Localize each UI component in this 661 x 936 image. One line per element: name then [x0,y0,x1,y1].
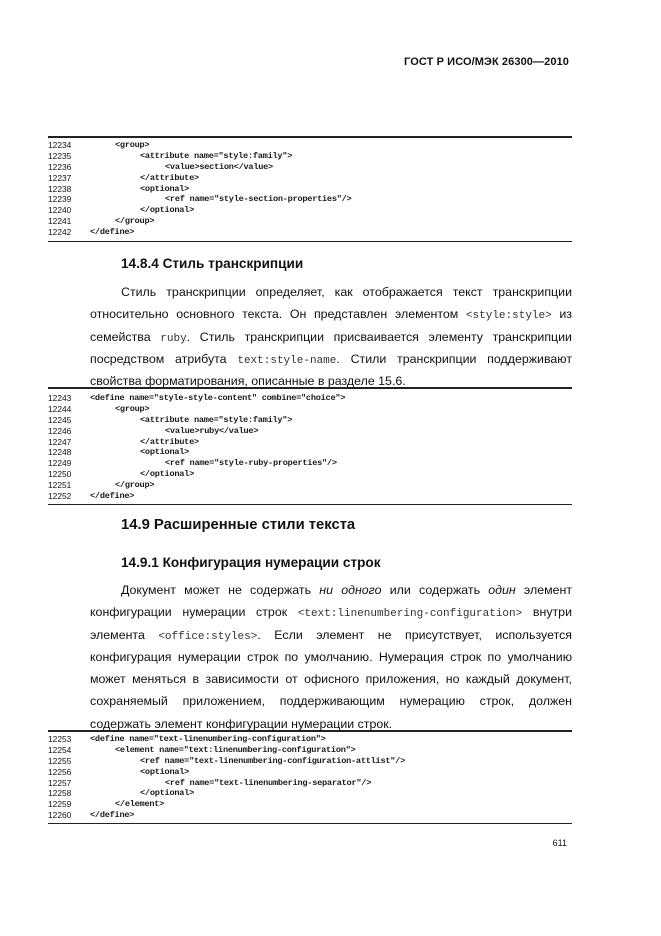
line-number: 12237 [48,172,72,183]
paragraph-line: элемента <office:styles>. Если элемент не присутствует, используется [90,627,573,643]
paragraph-line: посредством атрибута text:style-name. Стили транскрипции поддерживают [90,351,572,367]
code-line [48,162,572,173]
code-line [48,437,572,448]
code-text: </define> [90,491,135,502]
line-number: 12244 [48,403,72,414]
code-line [48,447,572,458]
code-line [48,194,572,205]
code-text: <value>ruby</value> [165,425,259,436]
code-text: <optional> [140,183,190,194]
code-line [48,140,572,151]
code-line [48,778,572,789]
code-text: </element> [115,799,165,810]
page-header-title: ГОСТ Р ИСО/МЭК 26300—2010 [404,56,569,68]
code-line [48,810,572,821]
code-text: <attribute name="style:family"> [140,150,293,161]
line-number: 12255 [48,755,72,766]
code-block-1 [48,136,572,242]
paragraph-line: Документ может не содержать ни одного или содержать один элемент [121,583,573,597]
paragraph-line: сохраняемый приложением, поддерживающим нумерацию строк, должен [90,694,572,709]
code-line [48,734,572,745]
code-text: <group> [115,403,150,414]
code-text: <ref name="text-linenumbering-configuration-attlist"/> [140,755,405,766]
line-number: 12257 [48,777,72,788]
line-number: 12246 [48,425,72,436]
line-number: 12258 [48,788,72,799]
code-text: </attribute> [140,172,199,183]
line-number: 12254 [48,744,72,755]
code-text: <element name="text:linenumbering-configuration"> [115,744,356,755]
code-line [48,458,572,469]
line-number: 12249 [48,458,72,469]
line-number: 12236 [48,161,72,172]
line-number: 12251 [48,480,72,491]
code-line [48,756,572,767]
paragraph-line: конфигурации нумерации строк <text:linenumbering-configuration> внутри [90,605,572,621]
code-line [48,205,572,216]
code-text: </define> [90,810,135,821]
line-number: 12242 [48,227,72,238]
code-line [48,799,572,810]
section-heading-14-9: 14.9 Расширенные стили текста [121,517,356,533]
code-line [48,491,572,502]
code-text: </optional> [140,205,194,216]
code-ref-office-styles: <office:styles> [158,630,258,643]
paragraph-linenumbering [90,579,572,735]
paragraph-line: содержать элемент конфигурации нумерации строк. [90,716,393,731]
paragraph-line: относительно основного текста. Он представлен элементом <style:style> из [90,307,572,323]
code-text: </optional> [140,469,194,480]
line-number: 12260 [48,810,72,821]
code-line [48,404,572,415]
line-number: 12240 [48,205,72,216]
paragraph-line: может меняться в зависимости от офисного приложения, но каждый документ, [90,672,572,687]
code-line [48,745,572,756]
code-text: <optional> [140,447,190,458]
code-line [48,393,572,404]
code-block-3 [48,730,572,824]
line-number: 12259 [48,799,72,810]
code-text: <ref name="style-section-properties"/> [165,194,352,205]
line-number: 12234 [48,140,72,150]
line-number: 12252 [48,491,72,502]
code-line [48,480,572,491]
paragraph-line: конфигурация нумерации строк по умолчанию. Нумерация строк по умолчанию [90,649,572,664]
code-ref-style-style: <style:style> [465,310,552,323]
code-text: </group> [115,480,155,491]
code-line [48,184,572,195]
code-line [48,426,572,437]
code-ref-linenumbering-configuration: <text:linenumbering-configuration> [297,608,523,621]
code-text: </define> [90,227,135,238]
paragraph-line: свойства форматирования, описанные в разделе 15.6. [90,374,406,389]
code-line [48,469,572,480]
code-line [48,788,572,799]
code-line [48,415,572,426]
line-number: 12235 [48,150,72,161]
code-line [48,216,572,227]
code-text: <optional> [140,766,190,777]
line-number: 12245 [48,414,72,425]
code-text: <ref name="text-linenumbering-separator"/> [165,777,372,788]
code-text: </optional> [140,788,194,799]
line-number: 12256 [48,766,72,777]
code-line [48,767,572,778]
page-number: 611 [552,838,567,848]
code-text: </attribute> [140,436,199,447]
paragraph-line: Стиль транскрипции определяет, как отображается текст транскрипции [121,285,572,299]
line-number: 12247 [48,436,72,447]
line-number: 12241 [48,216,72,227]
code-text: <define name="text-linenumbering-configuration"> [90,734,326,744]
section-heading-14-9-1: 14.9.1 Конфигурация нумерации строк [121,555,381,570]
code-text: <ref name="style-ruby-properties"/> [165,458,337,469]
paragraph-line: семейства ruby. Стиль транскрипции присваивается элементу транскрипции [90,329,572,345]
section-heading-14-8-4: 14.8.4 Стиль транскрипции [121,256,304,271]
code-block-2 [48,387,572,505]
line-number: 12243 [48,393,72,403]
code-line [48,173,572,184]
code-line [48,227,572,238]
code-text: <define name="style-style-content" combine="choice"> [90,393,346,403]
line-number: 12238 [48,183,72,194]
code-ref-text-style-name: text:style-name [237,354,337,367]
code-line [48,151,572,162]
code-text: </group> [115,216,155,227]
code-text: <group> [115,140,150,150]
paragraph-ruby-style [90,281,572,392]
code-text: <attribute name="style:family"> [140,414,293,425]
code-text: <value>section</value> [165,161,273,172]
code-ref-ruby: ruby [160,332,187,345]
line-number: 12250 [48,469,72,480]
line-number: 12239 [48,194,72,205]
line-number: 12248 [48,447,72,458]
line-number: 12253 [48,734,72,744]
